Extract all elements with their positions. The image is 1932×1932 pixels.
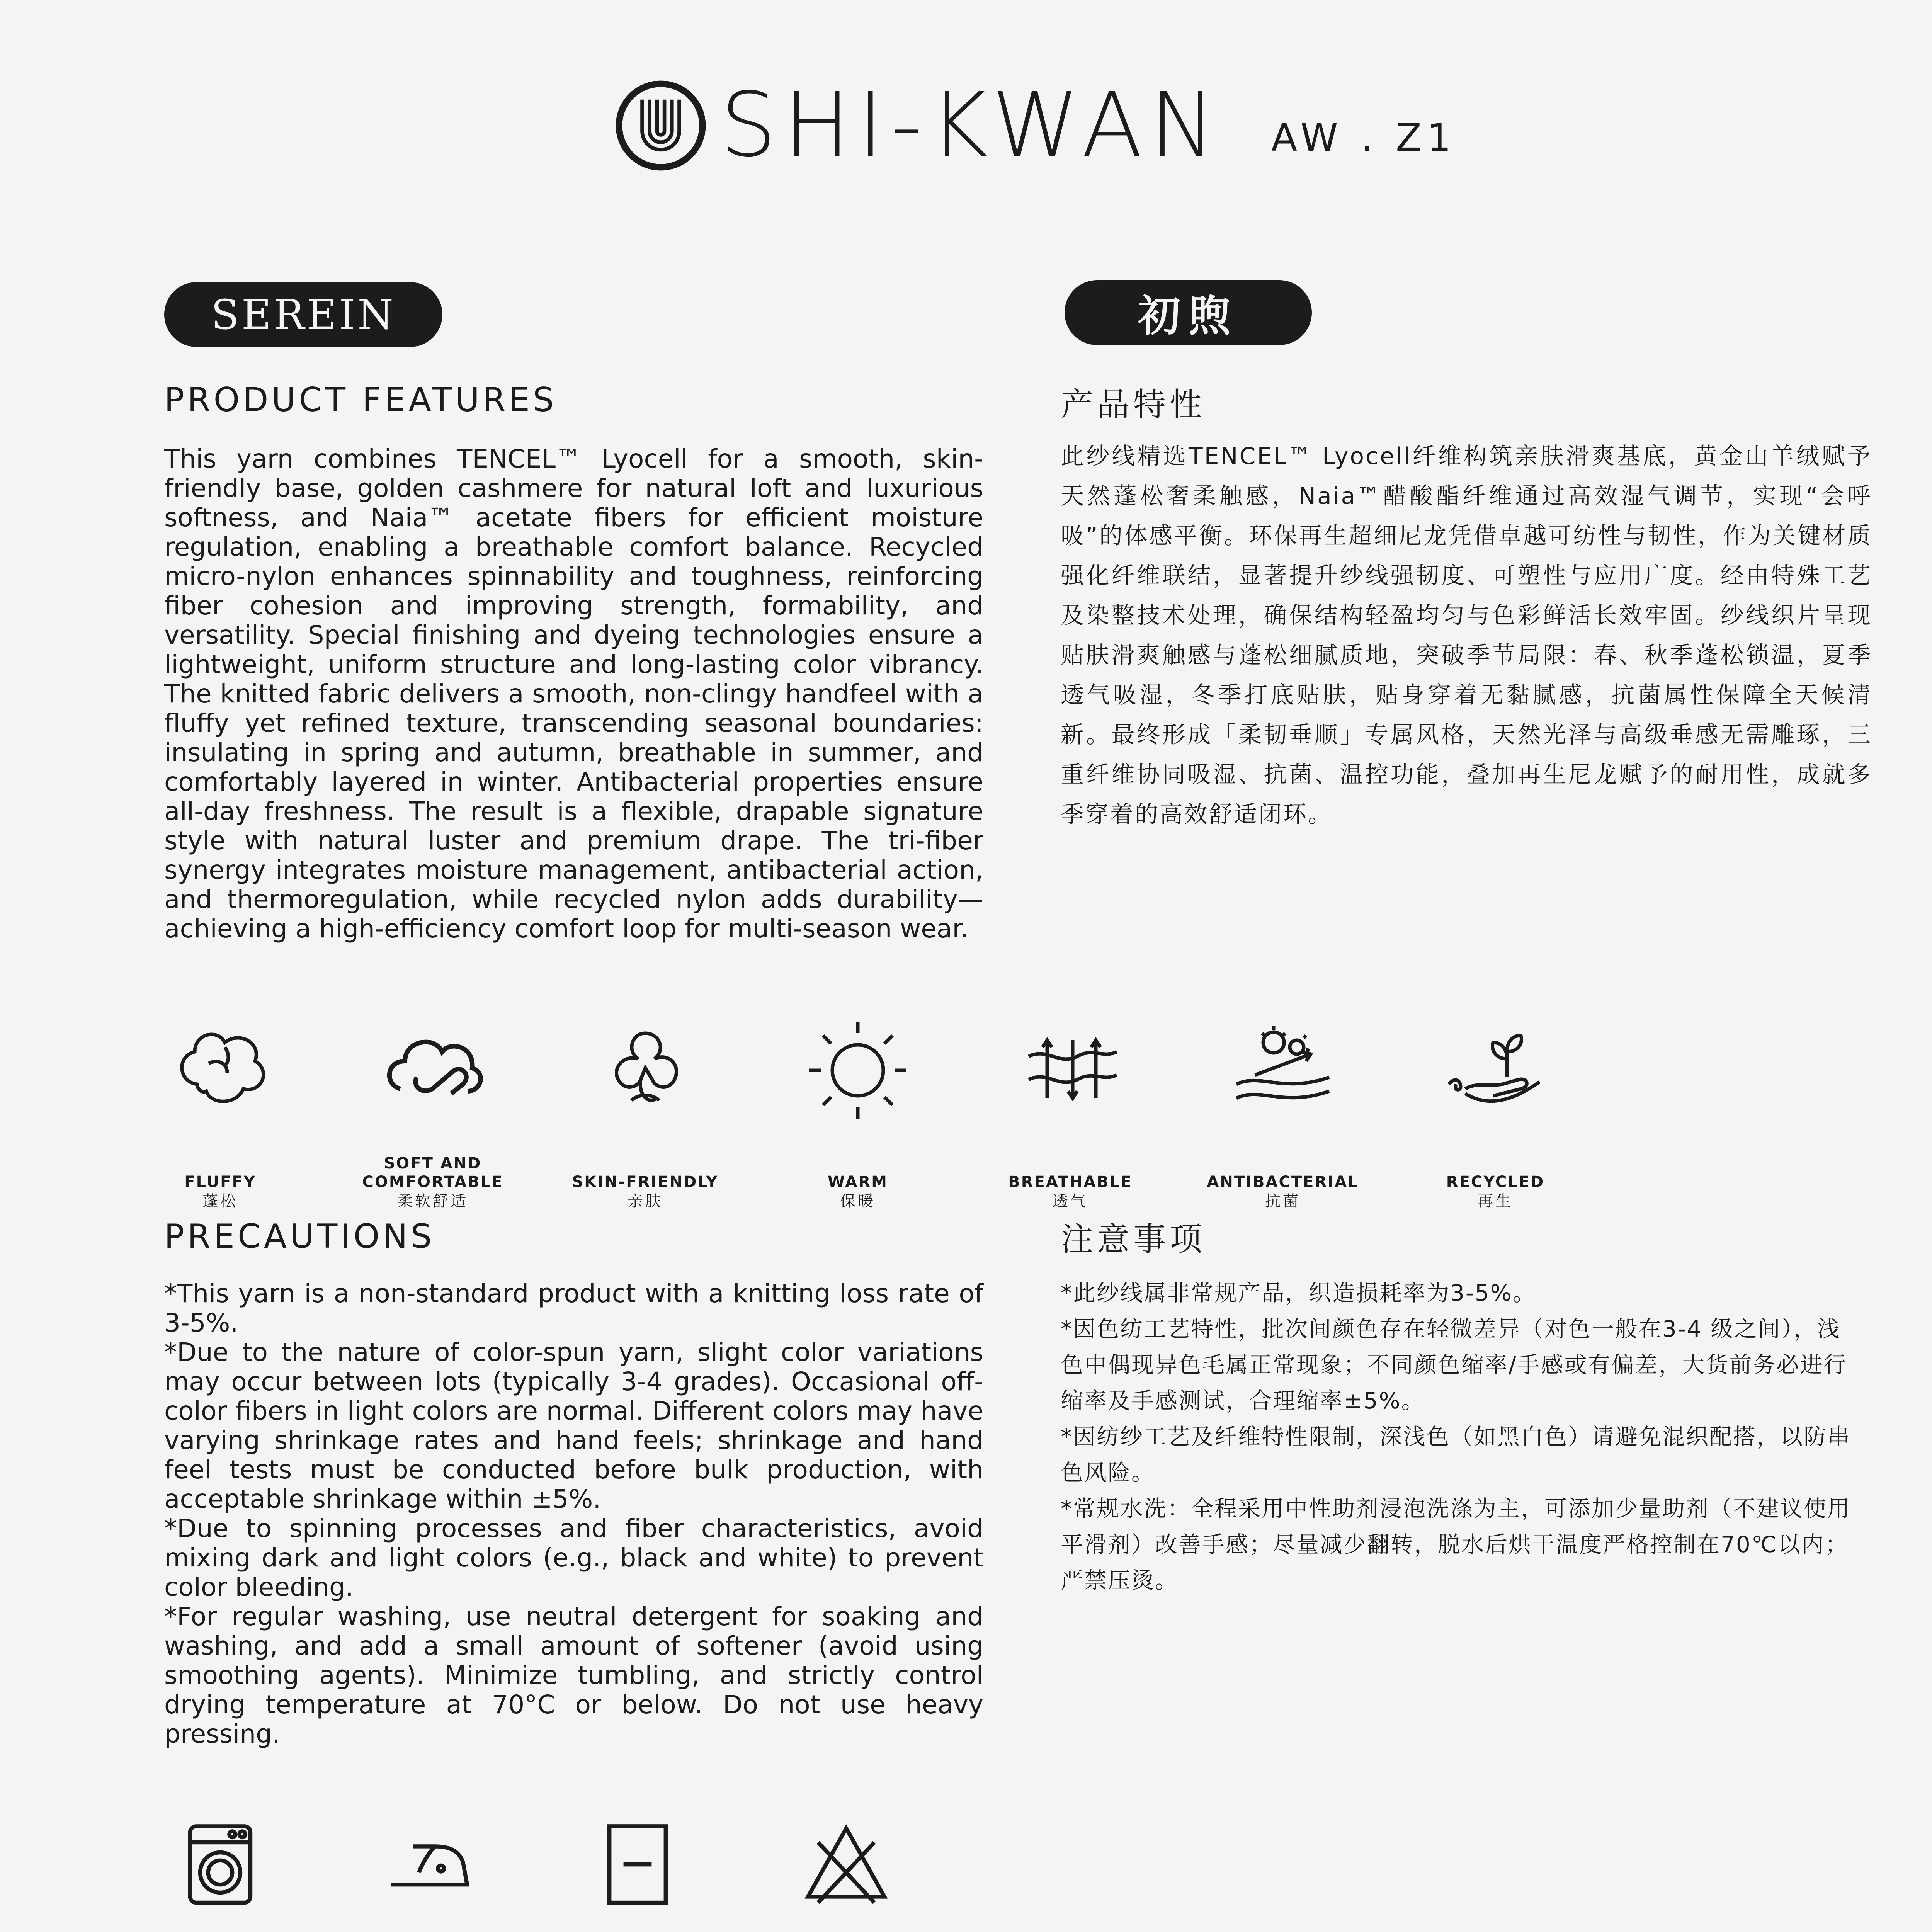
feature-label-zh: 蓬松 bbox=[202, 1192, 238, 1210]
brand-header bbox=[614, 74, 1223, 177]
feature-label-en: ANTIBACTERIAL bbox=[1207, 1173, 1359, 1191]
features-text-en: This yarn combines TENCEL™ Lyocell for a smooth, skin-friendly base, golden cashmere for natural loft and luxurious softness, and Naia™ acetate fibers for efficient moisture regulation, enabling a breathable comfort balance. Recycled micro-nylon enhances spinnability and toughness, reinforcing fiber cohesion and improving strength, formability, and versatility. Special finishing and dyeing technologies ensure a lightweight, uniform structure and long-lasting color vibrancy. The knitted fabric delivers a smooth, non-clingy handfeel with a fluffy yet refined texture, transcending seasonal boundaries: insulating in spring and autumn, breathable in summer, and comfortably layered in winter. Antibacterial properties ensure all-day freshness. The result is a flexible, drapable signature style with natural luster and premium drape. The tri-fiber synergy integrates moisture management, antibacterial action, and thermoregulation, while recycled nylon adds durability—achieving a high-efficiency comfort loop for multi-season wear. bbox=[164, 444, 983, 944]
feature-label-zh: 柔软舒适 bbox=[397, 1192, 468, 1210]
features-heading-zh: 产品特性 bbox=[1061, 386, 1206, 423]
feature-antibacterial bbox=[1202, 1012, 1364, 1211]
precaution-item: *This yarn is a non-standard product with a knitting loss rate of 3-5%. bbox=[164, 1279, 983, 1338]
precaution-item: *Due to spinning processes and fiber characteristics, avoid mixing dark and light colors (e.g., black and white) to prevent color bleeding. bbox=[164, 1514, 983, 1602]
features-heading-en: PRODUCT FEATURES bbox=[164, 381, 557, 419]
feature-label-zh: 保暖 bbox=[840, 1192, 876, 1210]
product-name-zh: 初煦 bbox=[1065, 280, 1312, 345]
feature-label-zh: 亲肤 bbox=[628, 1192, 663, 1210]
feature-label-en: SKIN-FRIENDLY bbox=[572, 1173, 719, 1191]
product-name-en: SEREIN bbox=[164, 282, 442, 347]
machine-wash-icon bbox=[170, 1812, 270, 1913]
feature-fluffy bbox=[139, 1012, 301, 1211]
care-dry-flat bbox=[537, 1812, 738, 1932]
feature-label-zh: 透气 bbox=[1053, 1192, 1088, 1210]
dry-flat-icon bbox=[587, 1812, 688, 1913]
antibacterial-icon bbox=[1225, 1012, 1341, 1128]
feature-breathable bbox=[989, 1012, 1151, 1211]
cloud-icon bbox=[375, 1012, 491, 1128]
airflow-icon bbox=[1012, 1012, 1128, 1128]
precaution-item: *此纱线属非常规产品，织造损耗率为3-5%。 bbox=[1061, 1280, 1536, 1306]
feature-skin-friendly bbox=[564, 1012, 726, 1211]
sun-icon bbox=[800, 1012, 916, 1128]
feature-warm bbox=[777, 1012, 939, 1211]
precaution-item: *Due to the nature of color-spun yarn, slight color variations may occur between lots (typically 3-4 grades). Occasional off-color fibers in light colors are normal. Different colors may have varying shrinkage rates and hand feels; shrinkage and hand feel tests must be conducted before bulk production, with acceptable shrinkage within ±5%. bbox=[164, 1337, 983, 1514]
precautions-heading-en: PRECAUTIONS bbox=[164, 1217, 435, 1256]
precautions-list-zh bbox=[1061, 1275, 1864, 1599]
feature-label-en: RECYCLED bbox=[1446, 1173, 1545, 1191]
feature-label-zh: 再生 bbox=[1478, 1192, 1513, 1210]
feature-label-en: BREATHABLE bbox=[1008, 1173, 1133, 1191]
precaution-item: *常规水洗：全程采用中性助剂浸泡洗涤为主，可添加少量助剂（不建议使用平滑剂）改善手感；尽量减少翻转，脱水后烘干温度严格控制在70℃以内；严禁压烫。 bbox=[1061, 1495, 1851, 1594]
brand-name: SHI-KWAN bbox=[720, 74, 1223, 177]
no-bleach-icon bbox=[796, 1812, 896, 1913]
feature-label-en: SOFT AND COMFORTABLE bbox=[362, 1155, 503, 1191]
plant-hand-icon bbox=[1437, 1012, 1553, 1128]
care-no-bleach bbox=[746, 1812, 947, 1932]
precaution-item: *因色纺工艺特性，批次间颜色存在轻微差异（对色一般在3-4 级之间），浅色中偶现异色毛属正常现象；不同颜色缩率/手感或有偏差，大货前务必进行缩率及手感测试，合理缩率±5%。 bbox=[1061, 1316, 1847, 1414]
care-steam-ironing bbox=[328, 1812, 529, 1932]
precautions-heading-zh: 注意事项 bbox=[1061, 1220, 1206, 1258]
steam-iron-icon bbox=[379, 1812, 479, 1913]
feature-label-en: WARM bbox=[828, 1173, 888, 1191]
feature-soft-comfortable bbox=[352, 1012, 514, 1211]
feature-label-en: FLUFFY bbox=[184, 1173, 256, 1191]
care-machine-wash bbox=[120, 1812, 321, 1932]
feature-label-zh: 抗菌 bbox=[1265, 1192, 1301, 1210]
feature-recycled bbox=[1414, 1012, 1577, 1211]
precaution-item: *For regular washing, use neutral detergent for soaking and washing, and add a small amount of softener (avoid using smoothing agents). Minimize tumbling, and strictly control drying temperature at 70°C or below. Do not use heavy pressing. bbox=[164, 1602, 983, 1749]
precaution-item: *因纺纱工艺及纤维特性限制，深浅色（如黑白色）请避免混织配搭，以防串色风险。 bbox=[1061, 1423, 1851, 1486]
season-code: AW . Z1 bbox=[1271, 116, 1457, 160]
precautions-list-en bbox=[164, 1279, 983, 1749]
cotton-boll-icon bbox=[162, 1012, 278, 1128]
brand-logo-icon bbox=[614, 79, 707, 172]
cotton-flower-icon bbox=[587, 1012, 703, 1128]
features-text-zh: 此纱线精选TENCEL™ Lyocell纤维构筑亲肤滑爽基底，黄金山羊绒赋予天然蓬松奢柔触感，Naia™醋酸酯纤维通过高效湿气调节，实现“会呼吸”的体感平衡。环保再生超细尼龙凭借卓越可纺性与韧性，作为关键材质强化纤维联结，显著提升纱线强韧度、可塑性与应用广度。经由特殊工艺及染整技术处理，确保结构轻盈均匀与色彩鲜活长效牢固。纱线织片呈现贴肤滑爽触感与蓬松细腻质地，突破季节局限：春、秋季蓬松锁温，夏季透气吸湿，冬季打底贴肤，贴身穿着无黏腻感，抗菌属性保障全天候清新。最终形成「柔韧垂顺」专属风格，天然光泽与高级垂感无需雕琢，三重纤维协同吸湿、抗菌、温控功能，叠加再生尼龙赋予的耐用性，成就多季穿着的高效舒适闭环。 bbox=[1061, 443, 1872, 828]
